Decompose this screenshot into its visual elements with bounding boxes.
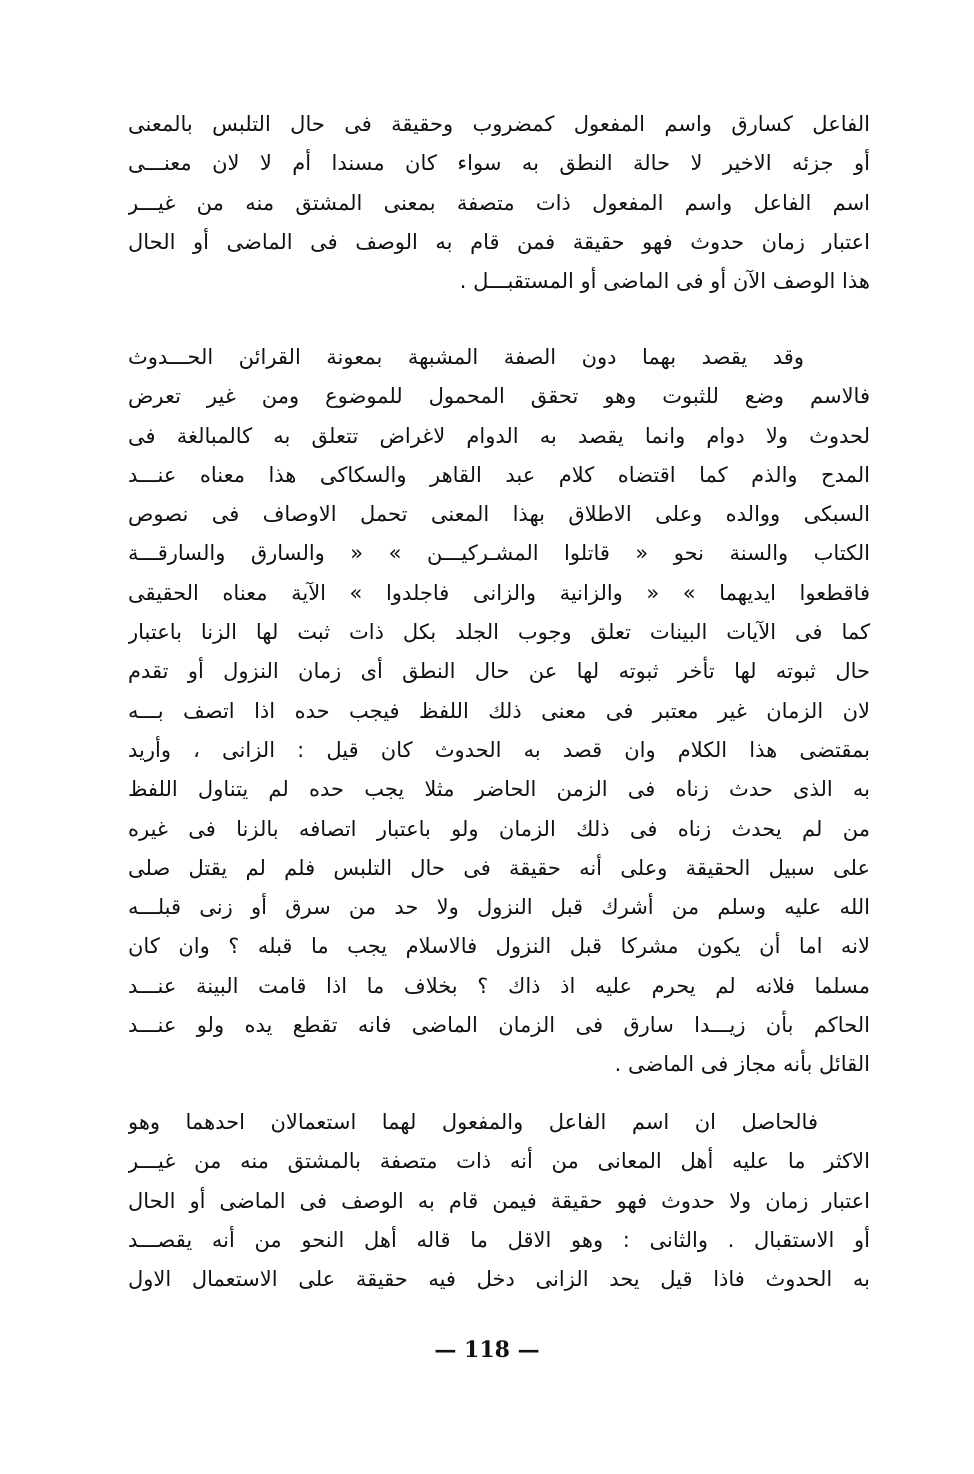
text-line: من لم يحدث زناه فى ذلك الزمان ولو باعتبار اتصافه بالزنا فى غيره [128, 816, 870, 841]
text-line: فالاسم وضع للثبوت وهو تحقق المحمول للموضوع ومن غير تعرض [128, 384, 870, 409]
text-line: لحدوث ولا دوام وانما يقصد به الدوام لاغراض تتعلق به كالمبالغة فى [128, 423, 870, 448]
text-line: بمقتضى هذا الكلام وان قصد به الحدوث كان قيل : الزانى ، وأريد [128, 737, 870, 762]
text-line: السبكى ووالده وعلى الاطلاق بهذا المعنى تحمل الاوصاف فى نصوص [128, 502, 870, 527]
text-line: كما فى الآيات البينات تعلق وجوب الجلد بكل ذات ثبت لها الزنا باعتبار [128, 620, 870, 645]
text-line: القائل بأنه مجاز فى الماضى . [614, 1052, 870, 1077]
page-number: — 118 — [434, 1337, 540, 1363]
text-line: المدح والذم كما اقتضاه كلام عبد القاهر والسكاكى هذا معناه عنـــد [128, 462, 870, 487]
paragraph-1 [128, 105, 870, 301]
text-line: فاقطعوا ايديهما » « والزانية والزانى فاجلدوا » الآية معناه الحقيقى [128, 580, 870, 605]
text-line-indented: وقد يقصد بهما دون الصفة المشبهة بمعونة القرائن الحـــدوث [128, 345, 804, 369]
text-line: لانه اما أن يكون مشركا قبل النزول فالاسلام يجب ما قبله ؟ وان كان [128, 934, 870, 959]
text-line: الله عليه وسلم من أشرك قبل النزول ولا حد من سرق أو زنى قبلـــه [128, 895, 870, 920]
text-line-indented: فالحاصل ان اسم الفاعل والمفعول لهما استعمالان احدهما وهو [128, 1110, 818, 1134]
text-line: مسلما فلانه لم يحرم عليه اذ ذاك ؟ بخلاف ما اذا قامت البينة عنـــد [128, 973, 870, 998]
text-line: على سبيل الحقيقة وعلى أنه حقيقة فى حال التلبس فلم لم يقتل صلى [128, 855, 870, 880]
text-line: أو جزئه الاخير لا حالة النطق به سواء كان مسندا أم لا لان معنـــى [128, 151, 870, 176]
text-line: الحاكم بأن زيـــدا سارق فى الزمان الماضى فانه تقطع يده ولو عنـــد [128, 1013, 870, 1038]
paragraph-2 [128, 338, 870, 1085]
text-line: أو الاستقبال . والثانى : وهو الاقل ما قاله أهل النحو من أنه يقصـــد [128, 1227, 870, 1252]
text-line: حال ثبوته لها تأخر ثبوته لها عن حال النطق أى زمان النزول أو تقدم [128, 659, 870, 684]
text-line: الكتاب والسنة نحو « قاتلوا المشـركيـــن » « والسارق والسارقـــة [128, 541, 870, 566]
text-line: اعتبار زمان ولا حدوث فهو حقيقة فيمن قام به الوصف فى الماضى أو الحال [128, 1188, 870, 1213]
text-line: اسم الفاعل واسم المفعول ذات متصفة بمعنى المشتق منه من غيـــر [128, 190, 870, 215]
text-line: به الحدوث فاذا قيل يحد الزانى دخل فيه حقيقة على الاستعمال الاول [128, 1267, 870, 1292]
text-line: الفاعل كسارق واسم المفعول كمضروب وحقيقة فى حال التلبس بالمعنى [128, 112, 870, 136]
text-line: الاكثر ما عليه أهل المعانى من أنه ذات متصفة بالمشتق منه من غيـــر [128, 1149, 870, 1174]
text-line: هذا الوصف الآن أو فى الماضى أو المستقبـــل . [459, 269, 870, 294]
text-line: اعتبار زمان حدوث فهو حقيقة فمن قام به الوصف فى الماضى أو الحال [128, 229, 870, 254]
text-line: به الذى حدث زناه فى الزمن الحاضر مثلا يجب حده لم يتناول اللفظ [128, 777, 870, 802]
text-line: لان الزمان غير معتبر فى معنى ذلك اللفظ فيجب حده اذا اتصف بـــه [128, 698, 870, 723]
paragraph-3 [128, 1103, 870, 1299]
